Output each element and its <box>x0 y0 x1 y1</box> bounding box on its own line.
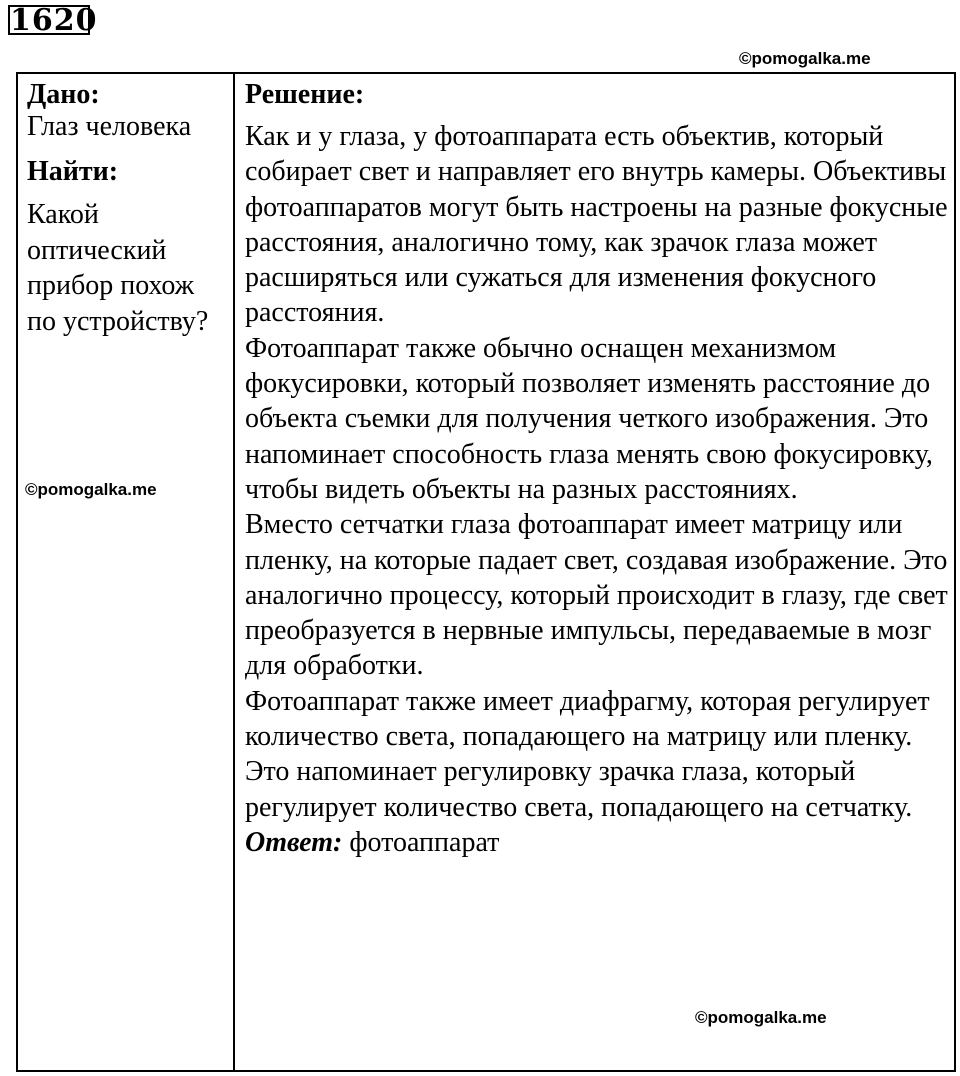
find-text: Какой оптический прибор похож по устройству? <box>27 199 209 337</box>
solution-paragraph: Фотоаппарат также обычно оснащен механизмом фокусировки, который позволяет изменять расстояние до объекта съемки для получения четкого изображения. Это напоминает способность глаза менять свою фокусировку, чтобы видеть объекты на разных расстояниях. <box>245 332 933 505</box>
watermark-top: ©pomogalka.me <box>739 49 871 68</box>
column-divider <box>233 72 235 1072</box>
answer-label: Ответ: <box>245 826 343 858</box>
find-heading: Найти: <box>27 156 119 187</box>
given-column <box>27 79 227 339</box>
solution-paragraph: Вместо сетчатки глаза фотоаппарат имеет матрицу или пленку, на которые падает свет, создавая изображение. Это аналогично процессу, который происходит в глазу, где свет преобразуется в нервные импульсы, передаваемые в мозг для обработки. <box>245 509 948 682</box>
answer-line <box>245 825 950 860</box>
solution-column <box>245 79 950 860</box>
watermark-bottom: ©pomogalka.me <box>695 1008 827 1027</box>
given-heading: Дано: <box>27 79 100 110</box>
answer-text: фотоаппарат <box>349 826 500 858</box>
solution-heading: Решение: <box>245 79 365 110</box>
watermark-left: ©pomogalka.me <box>25 480 157 499</box>
solution-paragraph: Фотоаппарат также имеет диафрагму, которая регулирует количество света, попадающего на матрицу или пленку. Это напоминает регулировку зрачка глаза, который регулирует количество света, попадающего на сетчатку. <box>245 685 930 823</box>
given-text: Глаз человека <box>27 111 192 142</box>
solution-paragraph: Как и у глаза, у фотоаппарата есть объектив, который собирает свет и направляет его внутрь камеры. Объективы фотоаппаратов могут быть настроены на разные фокусные расстояния, аналогично тому, как зрачок глаза может расширяться или сужаться для изменения фокусного расстояния. <box>245 121 948 329</box>
problem-number: 1620 <box>10 3 98 38</box>
